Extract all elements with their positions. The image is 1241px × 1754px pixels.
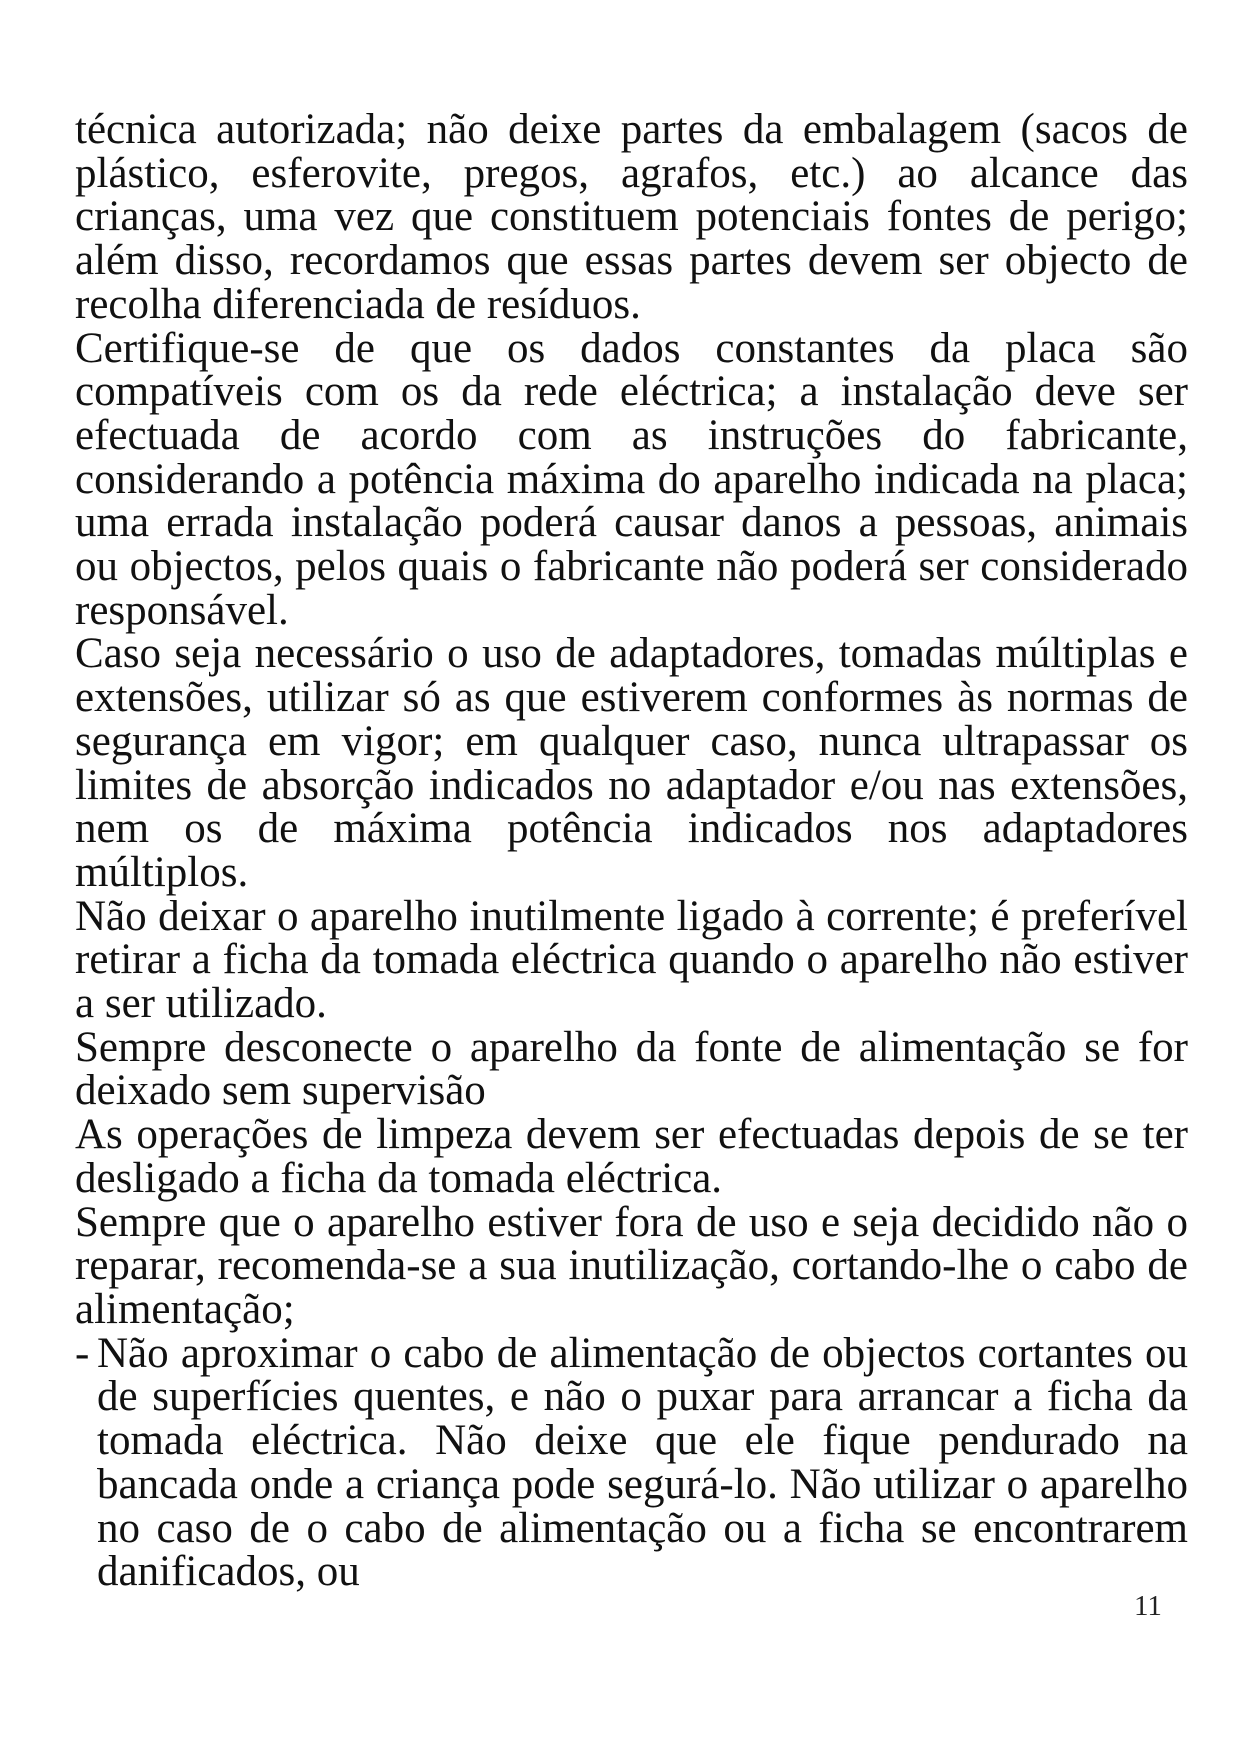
paragraph-disposal: Sempre que o aparelho estiver fora de uso e seja decidido não o reparar, recomenda-se a sua inutilização, cortando-lhe o cabo de alimentação;	[75, 1198, 1188, 1333]
bullet-dash: -	[75, 1329, 90, 1377]
paragraph-unplug: Não deixar o aparelho inutilmente ligado à corrente; é preferível retirar a ficha da tomada eléctrica quando o aparelho não estiver a ser utilizado.	[75, 892, 1188, 1028]
paragraph-cleaning: As operações de limpeza devem ser efectuadas depois de se ter desligado a ficha da tomada eléctrica.	[75, 1111, 1188, 1202]
paragraph-adapters: Caso seja necessário o uso de adaptadores, tomadas múltiplas e extensões, utilizar só as que estiverem conformes às normas de segurança em vigor; em qualquer caso, nunca ultrapassar os limites de absorção indicados no adaptador e/ou nas extensões, nem os de máxima potência indicados nos adaptadores múltiplos.	[75, 630, 1188, 896]
paragraph-packaging-safety: técnica autorizada; não deixe partes da embalagem (sacos de plástico, esferovite, pregos, agrafos, etc.) ao alcance das crianças, uma vez que constituem potenciais fontes de perigo; além disso, recordamos que essas partes devem ser objecto de recolha diferenciada de resíduos.	[75, 106, 1188, 328]
bullet-text: Não aproximar o cabo de alimentação de objectos cortantes ou de superfícies quentes, e não o puxar para arrancar a ficha da tomada eléctrica. Não deixe que ele fique pendurado na bancada onde a criança pode segurá-lo. Não utilizar o aparelho no caso de o cabo de alimentação ou a ficha se encontrarem danificados, ou	[97, 1329, 1188, 1596]
page-number: 11	[1134, 1590, 1162, 1622]
paragraph-rating-plate: Certifique-se de que os dados constantes da placa são compatíveis com os da rede eléctrica; a instalação deve ser efectuada de acordo com as instruções do fabricante, considerando a potência máxima do aparelho indicada na placa; uma errada instalação poderá causar danos a pessoas, animais ou objectos, pelos quais o fabricante não poderá ser considerado responsável.	[75, 324, 1188, 634]
paragraph-supervision: Sempre desconecte o aparelho da fonte de alimentação se for deixado sem supervisão	[75, 1023, 1188, 1115]
bullet-item-power-cord	[75, 1329, 1188, 1596]
body-text	[75, 108, 1188, 1594]
